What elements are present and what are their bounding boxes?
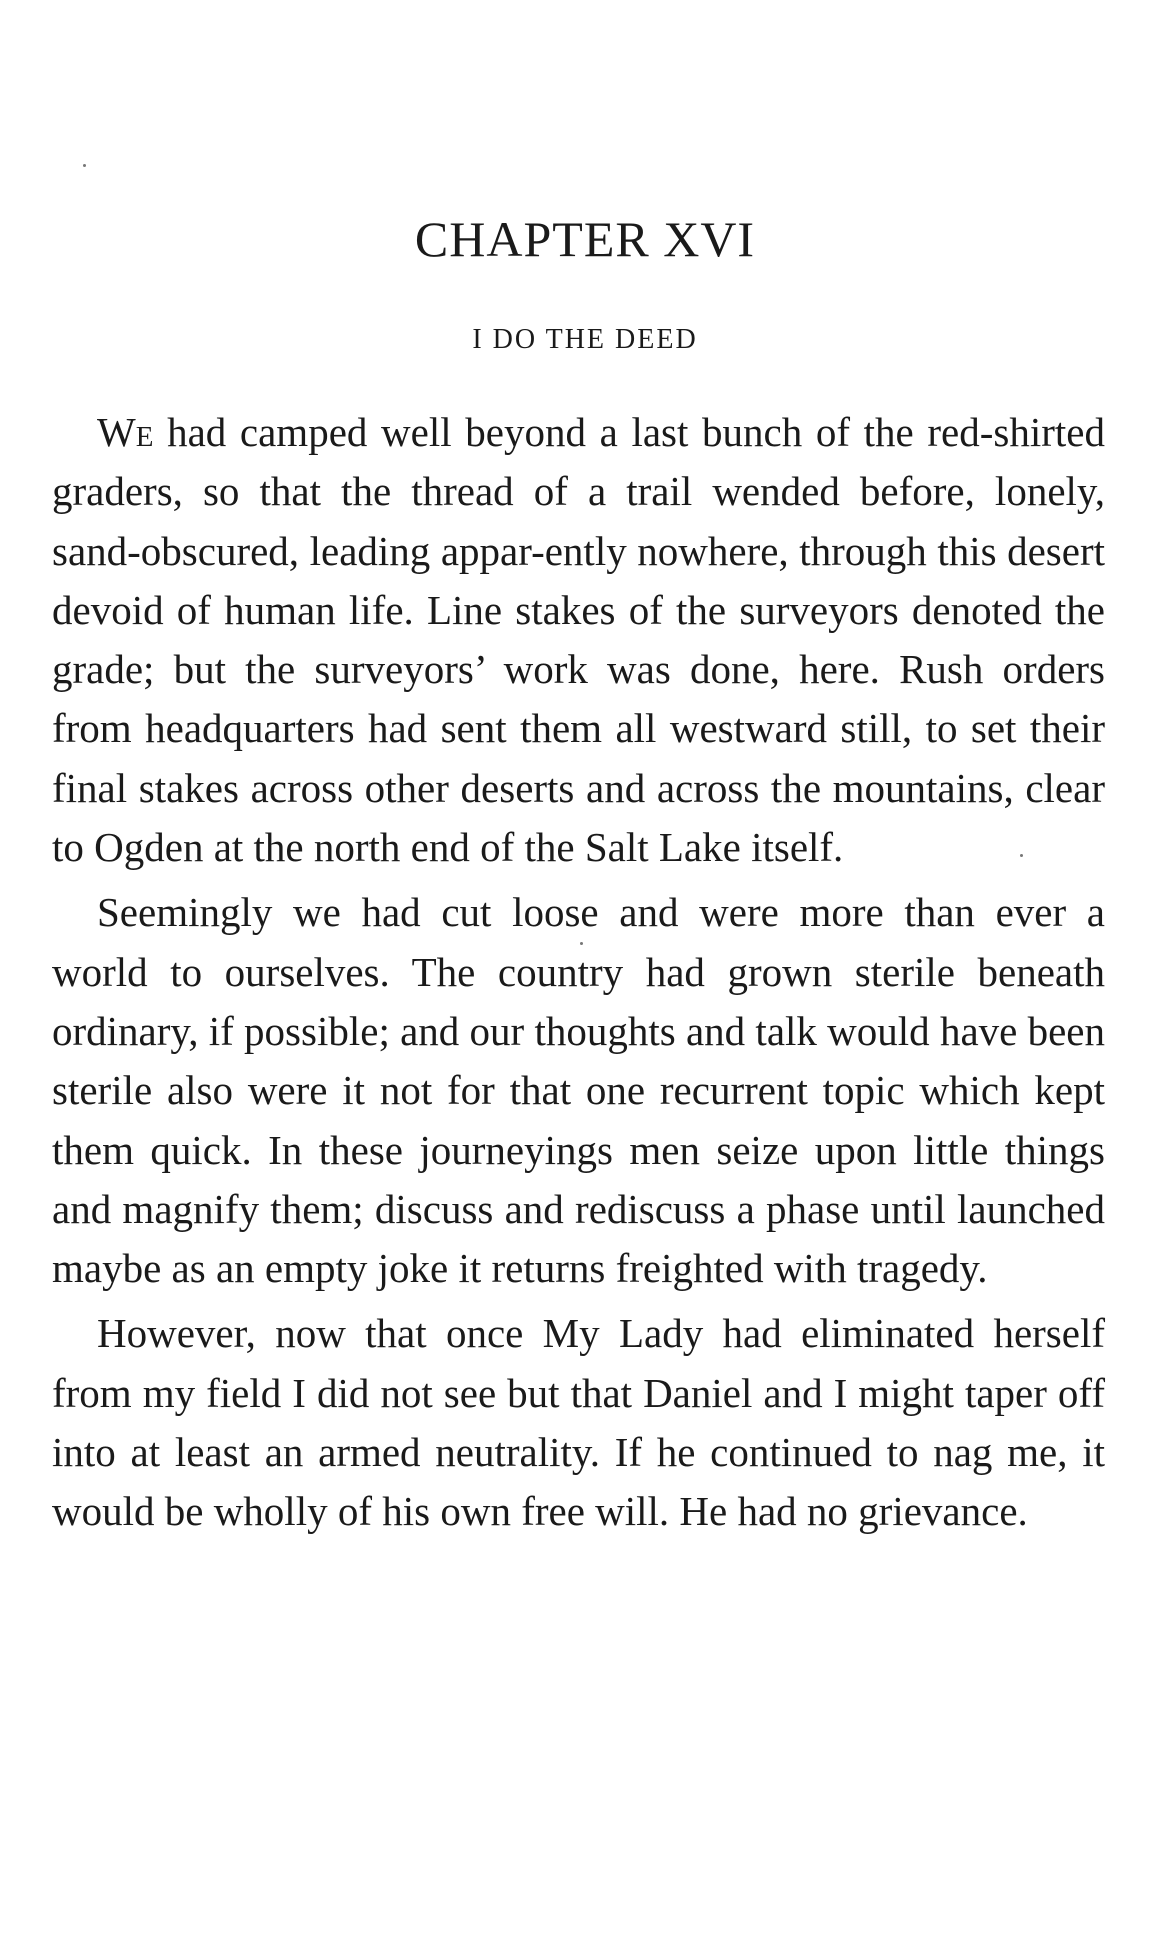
paragraph (52, 1304, 1105, 1541)
paragraph-text: had camped well beyond a last bunch of the red-shirted graders, so that the thread of a trail wended before, lonely, sand-obscured, leading appar-ently nowhere, through this desert devoid of human life. Line stakes of the surveyors denoted the grade; but the surveyors’ work was done, here. Rush orders from headquarters had sent them all westward still, to set their final stakes across other deserts and across the mountains, clear to Ogden at the north end of the Salt Lake itself. (52, 409, 1105, 871)
paper-speck (83, 164, 86, 167)
chapter-title: CHAPTER XVI (414, 211, 756, 267)
chapter-subtitle: I DO THE DEED (472, 324, 698, 355)
paragraph-text: However, now that once My Lady had eliminated herself from my field I did not see but that Daniel and I might taper off into at least an armed neutrality. If he continued to nag me, it would be wholly of his own free will. He had no grievance. (52, 1310, 1105, 1535)
paragraph-lead-word: We (97, 409, 154, 455)
paragraph (52, 403, 1105, 877)
paragraph-text: Seemingly we had cut loose and were more than ever a world to ourselves. The country had grown sterile beneath ordinary, if possible; and our thoughts and talk would have been sterile also were it not for that one recurrent topic which kept them quick. In these journeyings men seize upon little things and magnify them; discuss and rediscuss a phase until launched maybe as an empty joke it returns freighted with tragedy. (52, 889, 1105, 1292)
paragraph (52, 883, 1105, 1298)
chapter-body (52, 403, 1105, 1548)
